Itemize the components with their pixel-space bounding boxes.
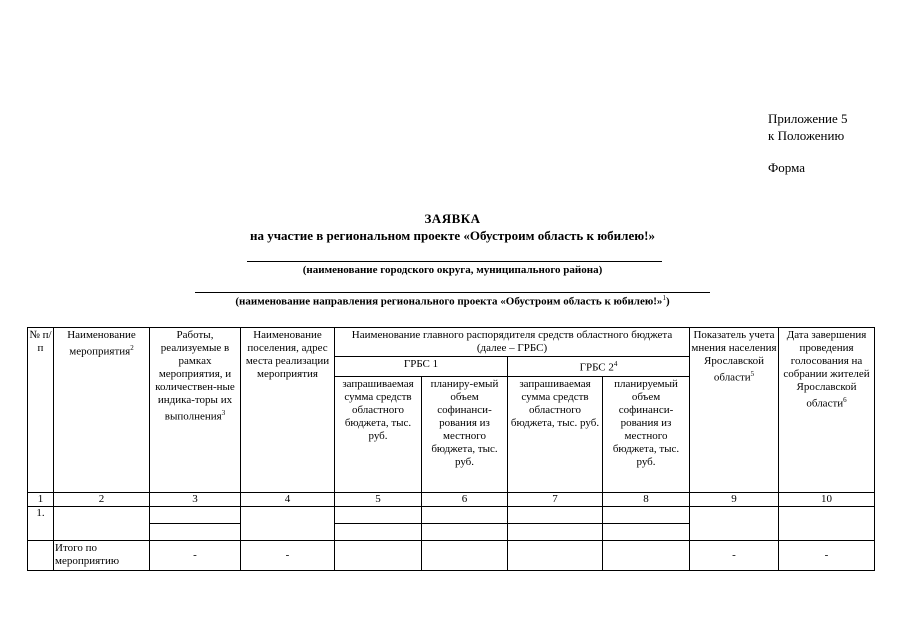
row1-indicator bbox=[690, 506, 779, 540]
row1-grbs1-requested-b bbox=[335, 523, 422, 540]
header-grbs2-text: ГРБС 2 bbox=[579, 361, 614, 374]
header-num: № п/п bbox=[28, 328, 54, 493]
document-title: ЗАЯВКА bbox=[424, 211, 481, 226]
total-works-dash: - bbox=[150, 540, 241, 570]
row1-event bbox=[54, 506, 150, 540]
row1-grbs2-planned-a bbox=[603, 506, 690, 523]
col-number-10: 10 bbox=[779, 492, 875, 506]
header-event-text: Наименование мероприятия bbox=[67, 329, 136, 358]
row1-grbs1-planned-b bbox=[422, 523, 508, 540]
row1-grbs1-requested-a bbox=[335, 506, 422, 523]
document-subtitle: на участие в региональном проекте «Обустроим область к юбилею!» bbox=[249, 228, 655, 243]
col-number-7: 7 bbox=[508, 492, 603, 506]
total-grbs2-planned bbox=[603, 540, 690, 570]
col-number-1: 1 bbox=[28, 492, 54, 506]
direction-caption bbox=[0, 294, 905, 308]
row1-date bbox=[779, 506, 875, 540]
row1-num: 1. bbox=[28, 506, 54, 540]
footnote-4-mark: 4 bbox=[613, 360, 618, 368]
total-date-dash: - bbox=[779, 540, 875, 570]
footnote-6-mark: 6 bbox=[843, 396, 847, 404]
row1-works-a bbox=[150, 506, 241, 523]
application-table bbox=[27, 327, 875, 571]
total-grbs1-requested bbox=[335, 540, 422, 570]
col-number-3: 3 bbox=[150, 492, 241, 506]
header-grbs1-requested: запрашиваемая сумма средств областного бюджета, тыс. руб. bbox=[335, 376, 422, 492]
header-works-text: Работы, реализуемые в рамках мероприятия, и количествен-ные индика-торы их выполнения bbox=[155, 329, 235, 423]
form-label: Форма bbox=[768, 160, 805, 175]
footnote-2-mark: 2 bbox=[130, 344, 134, 352]
row1-grbs1-planned-a bbox=[422, 506, 508, 523]
header-event bbox=[54, 328, 150, 493]
direction-caption-close: ) bbox=[665, 295, 670, 308]
total-grbs2-requested bbox=[508, 540, 603, 570]
col-number-5: 5 bbox=[335, 492, 422, 506]
municipality-fill-line bbox=[247, 261, 662, 262]
header-indicator bbox=[690, 328, 779, 493]
header-date bbox=[779, 328, 875, 493]
total-grbs1-planned bbox=[422, 540, 508, 570]
footnote-1-mark: 1 bbox=[662, 294, 666, 302]
appendix-line-1: Приложение 5 bbox=[768, 111, 848, 126]
footnote-5-mark: 5 bbox=[750, 370, 755, 378]
col-number-6: 6 bbox=[422, 492, 508, 506]
header-grbs2-planned: планируемый объем софинанси-рования из местного бюджета, тыс. руб. bbox=[603, 376, 690, 492]
header-grbs1-planned: планиру-емый объем софинанси-рования из местного бюджета, тыс. руб. bbox=[422, 376, 508, 492]
row1-grbs2-requested-a bbox=[508, 506, 603, 523]
header-settlement: Наименование поселения, адрес места реализации мероприятия bbox=[241, 328, 335, 493]
header-grbs-group: Наименование главного распорядителя средств областного бюджета (далее – ГРБС) bbox=[335, 328, 690, 357]
col-number-8: 8 bbox=[603, 492, 690, 506]
total-indicator-dash: - bbox=[690, 540, 779, 570]
direction-fill-line bbox=[195, 292, 710, 293]
col-number-4: 4 bbox=[241, 492, 335, 506]
header-grbs2-requested: запрашиваемая сумма средств областного бюджета, тыс. руб. bbox=[508, 376, 603, 492]
row1-grbs2-requested-b bbox=[508, 523, 603, 540]
row1-settlement bbox=[241, 506, 335, 540]
direction-caption-text: (наименование направления регионального проекта «Обустроим область к юбилею!» bbox=[235, 295, 663, 308]
header-works bbox=[150, 328, 241, 493]
footnote-3-mark: 3 bbox=[221, 409, 226, 417]
total-label: Итого по мероприятию bbox=[54, 540, 150, 570]
header-date-text: Дата завершения проведения голосования на собрании жителей Ярославской области bbox=[783, 329, 870, 410]
header-grbs2 bbox=[508, 357, 690, 377]
col-number-2: 2 bbox=[54, 492, 150, 506]
appendix-line-2: к Положению bbox=[768, 128, 845, 143]
appendix-block bbox=[768, 110, 848, 144]
header-grbs1: ГРБС 1 bbox=[335, 357, 508, 377]
header-indicator-text: Показатель учета мнения населения Ярославской области bbox=[691, 329, 777, 384]
col-number-9: 9 bbox=[690, 492, 779, 506]
row1-works-b bbox=[150, 523, 241, 540]
total-num bbox=[28, 540, 54, 570]
municipality-caption: (наименование городского округа, муниципального района) bbox=[302, 264, 603, 276]
total-settlement-dash: - bbox=[241, 540, 335, 570]
row1-grbs2-planned-b bbox=[603, 523, 690, 540]
